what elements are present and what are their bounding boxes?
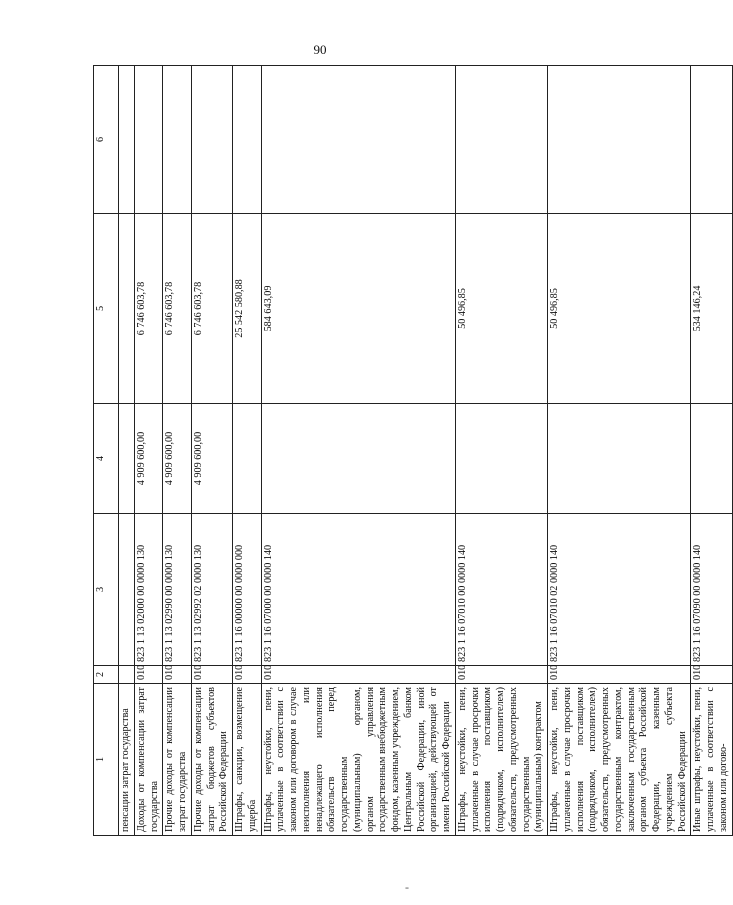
row-col5: 25 542 580,88 (233, 214, 262, 404)
row-kbk: 823 1 16 07000 00 0000 140 (261, 514, 455, 666)
row-code: 010 (163, 666, 192, 684)
row-col6 (134, 66, 163, 214)
row-kbk: 823 1 16 00000 00 0000 000 (233, 514, 262, 666)
row-name: Прочие доходы от компенсации затрат бюджетов субъектов Российской Федерации (191, 684, 232, 836)
row-name: пенсации затрат государства (119, 684, 135, 836)
table-row (691, 66, 732, 836)
row-kbk: 823 1 16 07090 00 0000 140 (691, 514, 732, 666)
row-col4 (548, 404, 691, 514)
table-row (548, 66, 691, 836)
row-col5: 584 643,09 (261, 214, 455, 404)
row-col6 (233, 66, 262, 214)
row-col6 (548, 66, 691, 214)
header-col-3: 3 (94, 514, 119, 666)
table-row (119, 66, 135, 836)
row-kbk: 823 1 16 07010 02 0000 140 (548, 514, 691, 666)
table-header-row (94, 66, 119, 836)
table-row (261, 66, 455, 836)
row-kbk: 823 1 13 02000 00 0000 130 (134, 514, 163, 666)
row-name: Штрафы, неустойки, пени, уплаченные в случае просрочки исполнения поставщиком (подрядчиком, исполнителем) обязательств, предусмотренных государственным контрактом, заключенным государственным органом субъекта Российской Федерации, казенным учреждением субъекта Российской Федерации (548, 684, 691, 836)
row-kbk: 823 1 13 02992 02 0000 130 (191, 514, 232, 666)
row-col6 (261, 66, 455, 214)
scan-mark: - (405, 880, 409, 894)
row-col6 (691, 66, 732, 214)
row-col6 (163, 66, 192, 214)
row-col5: 6 746 603,78 (191, 214, 232, 404)
header-col-2: 2 (94, 666, 119, 684)
header-col-6: 6 (94, 66, 119, 214)
table-row (163, 66, 192, 836)
table-row (455, 66, 547, 836)
row-col4 (691, 404, 732, 514)
row-kbk: 823 1 13 02990 00 0000 130 (163, 514, 192, 666)
header-col-4: 4 (94, 404, 119, 514)
row-kbk: 823 1 16 07010 00 0000 140 (455, 514, 547, 666)
row-code: 010 (455, 666, 547, 684)
row-col4 (119, 404, 135, 514)
row-col4 (233, 404, 262, 514)
revenue-table (93, 65, 733, 836)
row-col5: 6 746 603,78 (163, 214, 192, 404)
row-col4: 4 909 600,00 (163, 404, 192, 514)
row-col5: 534 146,24 (691, 214, 732, 404)
row-code: 010 (691, 666, 732, 684)
row-col4 (455, 404, 547, 514)
row-name: Штрафы, неустойки, пени, уплаченные в случае просрочки исполнения поставщиком (подрядчиком, исполнителем) обязательств, предусмотренных государственным (муниципальным) контрактом (455, 684, 547, 836)
row-col4: 4 909 600,00 (134, 404, 163, 514)
row-code: 010 (191, 666, 232, 684)
row-col5 (119, 214, 135, 404)
rotated-table-container (93, 66, 729, 836)
table-row (134, 66, 163, 836)
row-kbk (119, 514, 135, 666)
header-col-1: 1 (94, 684, 119, 836)
row-code: 010 (261, 666, 455, 684)
row-col6 (455, 66, 547, 214)
table-row (233, 66, 262, 836)
row-code (119, 666, 135, 684)
row-col5: 50 496,85 (455, 214, 547, 404)
row-name: Доходы от компенсации затрат государства (134, 684, 163, 836)
row-code: 010 (233, 666, 262, 684)
row-col5: 50 496,85 (548, 214, 691, 404)
page-number: 90 (313, 42, 327, 57)
row-col4: 4 909 600,00 (191, 404, 232, 514)
row-name: Штрафы, неустойки, пени, уплаченные в соответствии с законом или договором в случае неисполнения или ненадлежащего исполнения обязательств перед государственным (муниципальным) органом, органом управления государственным внебюджетным фондом, казенным учреждением, Центральным банком Российской Федерации, иной организацией, действующей от имени Российской Федерации (261, 684, 455, 836)
table-row (191, 66, 232, 836)
row-col6 (119, 66, 135, 214)
row-col6 (191, 66, 232, 214)
row-col5: 6 746 603,78 (134, 214, 163, 404)
row-name: Иные штрафы, неустойки, пени, уплаченные в соответствии с законом или догово- (691, 684, 732, 836)
row-code: 010 (548, 666, 691, 684)
row-name: Штрафы, санкции, возмещение ущерба (233, 684, 262, 836)
header-col-5: 5 (94, 214, 119, 404)
row-name: Прочие доходы от компенсации затрат государства (163, 684, 192, 836)
row-code: 010 (134, 666, 163, 684)
row-col4 (261, 404, 455, 514)
